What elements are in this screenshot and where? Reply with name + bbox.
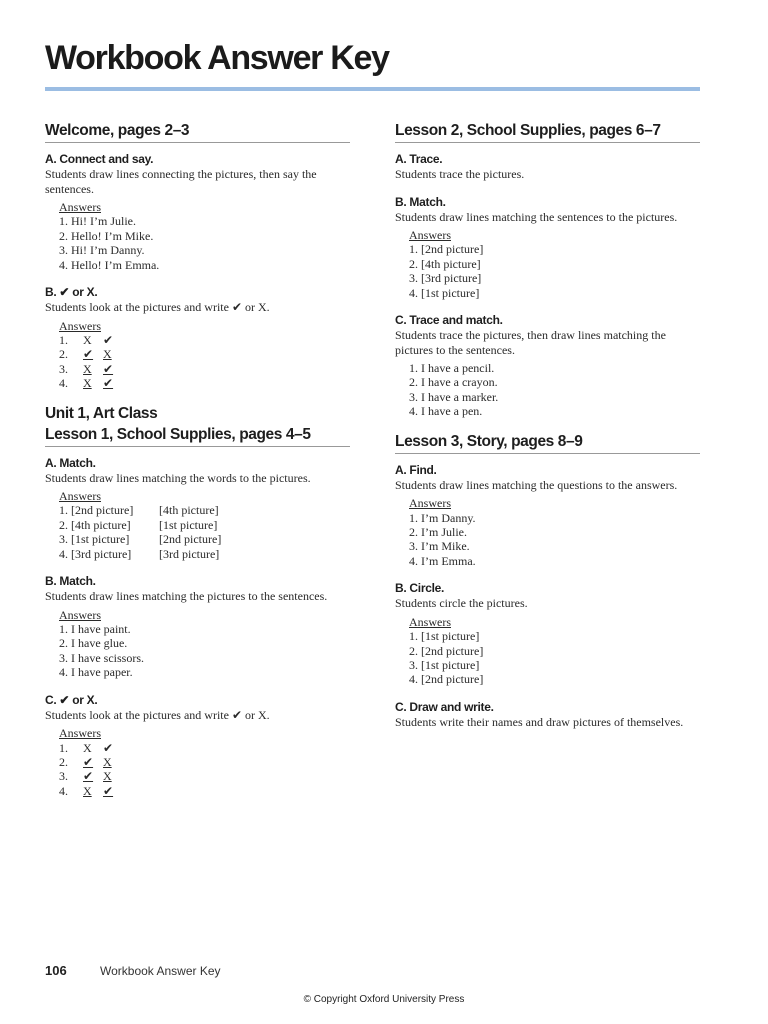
answer-number: 3. [59,769,68,784]
answer-mark: X [83,783,92,798]
answer-row [59,784,350,798]
answer-line: 1. I’m Danny. [409,510,476,525]
answer-mark: X [103,347,112,362]
answer-line: 3. I have a marker. [409,389,499,404]
answer-row [59,769,350,783]
answer-line: 2. I’m Julie. [409,524,467,539]
exercise-instruction: Students draw lines matching the pictures to the sentences. [45,589,328,604]
answer-number: 1. [59,332,68,347]
answer-line: 4. Hello! I’m Emma. [59,257,160,272]
exercise-instruction: Students trace the pictures. [395,167,525,181]
footer-title: Workbook Answer Key [100,964,221,978]
answer-row [59,362,350,376]
answer-number: 2. [59,754,68,769]
answers-block [409,228,700,300]
answers-block [59,200,350,272]
answer-line: 4. I have paper. [59,665,133,680]
answers-block [409,496,700,568]
exercise-instruction: Students draw lines matching the questions to the answers. [395,477,678,492]
answer-row [59,333,350,347]
answer-mark: X [83,332,92,347]
exercise-b [45,284,350,391]
answer-line: 2. [2nd picture] [409,643,484,658]
answer-line: 1. I have paint. [59,622,131,636]
answer-row [59,532,350,546]
answer-mark: X [83,361,92,376]
answer-left: 2. [4th picture] [59,517,131,532]
answer-line: 1. Hi! I’m Julie. [59,214,136,229]
exercise-title: A. Match. [45,455,96,470]
answer-line: 2. Hello! I’m Mike. [59,228,154,243]
answers-label: Answers [59,200,101,214]
answer-line: 1. [1st picture] [409,629,480,644]
exercise-title: A. Connect and say. [45,152,154,166]
answer-row [59,518,350,532]
answer-right: [3rd picture] [159,546,220,561]
answer-line: 4. [2nd picture] [409,672,484,687]
section-unit1-lesson1 [45,403,350,799]
exercise-b [45,573,350,680]
answer-mark: ✔ [103,783,114,798]
section-welcome [45,120,350,391]
exercise-a [395,462,700,569]
exercise-instruction: Students write their names and draw pictures of themselves. [395,714,684,729]
answers-block [409,615,700,687]
exercise-title: C. Draw and write. [395,699,494,714]
answer-line: 3. [3rd picture] [409,271,482,286]
answers-block [59,489,350,561]
exercise-c [395,312,700,419]
answer-mark: X [83,740,92,755]
page-title: Workbook Answer Key [45,39,389,77]
exercise-title: B. Match. [45,574,96,589]
answer-line: 1. I have a pencil. [409,361,495,376]
lesson-title: Lesson 1, School Supplies, pages 4–5 [45,425,311,443]
answer-line: 3. Hi! I’m Danny. [59,243,145,258]
answers-label: Answers [59,489,101,504]
answers-block [59,608,350,680]
section-lesson3 [395,431,700,730]
exercise-title: A. Trace. [395,152,443,166]
answers-label: Answers [409,614,451,629]
exercise-title: B. Match. [395,194,446,209]
exercise-b [395,194,700,301]
answer-line: 2. [4th picture] [409,256,481,271]
answers-block [59,319,350,391]
exercise-a [45,455,350,562]
answer-left: 4. [3rd picture] [59,546,132,561]
answer-mark: ✔ [83,754,94,769]
answer-line: 3. I have scissors. [59,650,144,665]
exercise-c [395,699,700,730]
exercise-b [395,580,700,687]
exercise-title: A. Find. [395,462,437,477]
answer-mark: ✔ [83,769,94,784]
answer-line: 1. [2nd picture] [409,242,484,257]
exercise-instruction: Students trace the pictures, then draw lines matching the pictures to the sentences. [395,328,666,357]
answer-mark: ✔ [103,740,114,755]
copyright-notice: © Copyright Oxford University Press [303,994,465,1005]
section-heading: Lesson 3, Story, pages 8–9 [395,431,700,454]
title-divider [45,87,700,91]
answers-label: Answers [409,228,451,242]
unit-title: Unit 1, Art Class [45,404,158,422]
answer-mark: ✔ [103,332,114,347]
exercise-a [395,151,700,182]
exercise-a [45,151,350,272]
answer-left: 1. [2nd picture] [59,503,134,518]
answers-block [59,726,350,798]
answer-left: 3. [1st picture] [59,532,130,547]
answers-block [409,361,700,419]
answer-line: 2. I have a crayon. [409,375,498,390]
exercise-instruction: Students look at the pictures and write ✔ or X. [45,300,270,315]
answer-number: 3. [59,361,68,376]
answer-line: 4. I’m Emma. [409,553,476,568]
exercise-title: B. Circle. [395,581,445,596]
answer-row [59,376,350,390]
exercise-instruction: Students draw lines matching the sentences to the pictures. [395,209,678,224]
answer-line: 2. I have glue. [59,636,128,651]
answer-mark: X [103,754,112,769]
answer-row [59,741,350,755]
answer-line: 4. I have a pen. [409,404,483,419]
answer-mark: X [83,376,92,391]
left-column [45,120,350,810]
section-heading [45,403,350,447]
exercise-instruction: Students circle the pictures. [395,596,528,611]
answer-right: [1st picture] [159,517,218,532]
exercise-instruction: Students draw lines matching the words to the pictures. [45,470,311,485]
answer-number: 4. [59,783,68,798]
answer-line: 3. I’m Mike. [409,539,470,554]
answers-label: Answers [59,607,101,622]
right-column [395,120,700,741]
answer-number: 1. [59,740,68,755]
answer-mark: ✔ [83,347,94,362]
answer-right: [2nd picture] [159,532,222,547]
exercise-title: B. ✔ or X. [45,285,98,300]
section-heading: Welcome, pages 2–3 [45,120,350,143]
exercise-instruction: Students draw lines connecting the pictures, then say the sentences. [45,167,317,196]
page-number: 106 [45,963,67,978]
answer-number: 4. [59,376,68,391]
answer-line: 4. [1st picture] [409,285,480,300]
answer-row [59,755,350,769]
answers-label: Answers [59,318,101,333]
exercise-title: C. Trace and match. [395,313,503,328]
answer-line: 3. [1st picture] [409,657,480,672]
exercise-c [45,692,350,799]
section-lesson2 [395,120,700,419]
answers-label: Answers [59,726,101,741]
section-heading: Lesson 2, School Supplies, pages 6–7 [395,120,700,143]
answer-row [59,503,350,517]
answer-mark: ✔ [103,361,114,376]
answer-right: [4th picture] [159,503,219,518]
answers-label: Answers [409,496,451,511]
answer-row [59,547,350,561]
answer-number: 2. [59,347,68,362]
answer-mark: X [103,769,112,784]
exercise-title: C. ✔ or X. [45,692,98,707]
answer-row [59,347,350,361]
exercise-instruction: Students look at the pictures and write ✔ or X. [45,707,270,722]
answer-mark: ✔ [103,376,114,391]
